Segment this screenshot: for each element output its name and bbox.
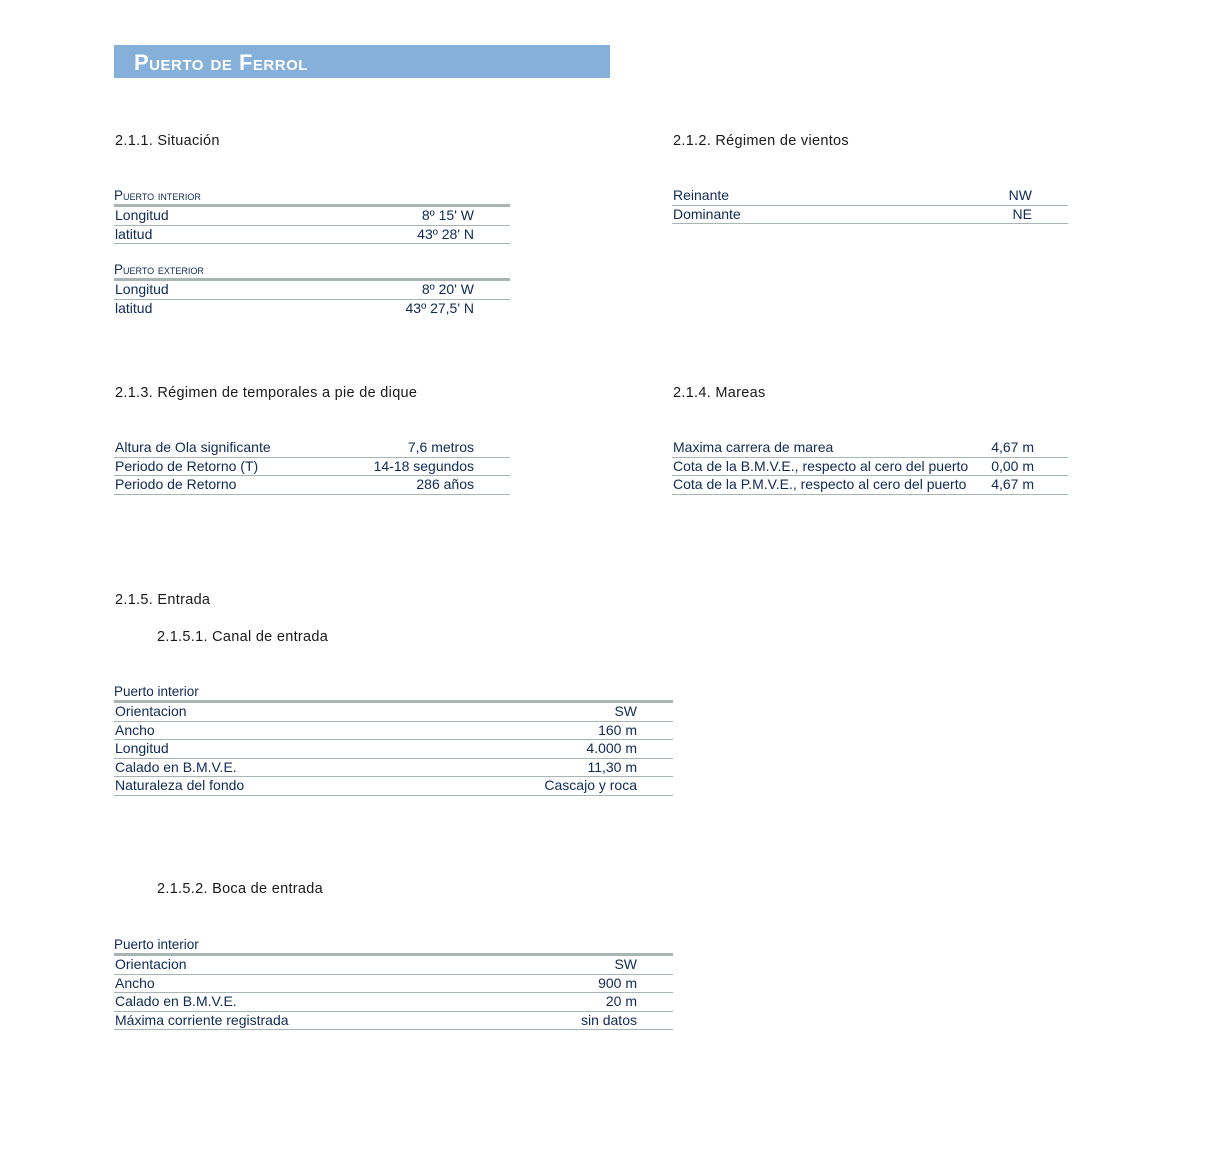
row-value: 4.000 m bbox=[586, 740, 637, 756]
section-heading-vientos: 2.1.2. Régimen de vientos bbox=[673, 133, 849, 149]
row-label: Maxima carrera de marea bbox=[673, 439, 834, 455]
row-label: Orientacion bbox=[115, 703, 187, 719]
row-label: Ancho bbox=[115, 974, 155, 991]
table-row bbox=[672, 476, 1068, 495]
table-row bbox=[114, 458, 510, 477]
row-value: Cascajo y roca bbox=[544, 777, 637, 793]
table-row bbox=[672, 187, 1068, 206]
row-value: 160 m bbox=[598, 721, 637, 738]
section-heading-mareas: 2.1.4. Mareas bbox=[673, 385, 766, 401]
boca-table bbox=[114, 937, 673, 1030]
table-row bbox=[114, 207, 510, 226]
row-value: 14-18 segundos bbox=[373, 457, 474, 474]
row-value: SW bbox=[614, 703, 637, 719]
row-label: Longitud bbox=[115, 740, 169, 756]
table-row bbox=[672, 458, 1068, 477]
row-label: Altura de Ola significante bbox=[115, 439, 271, 455]
row-value: 4,67 m bbox=[991, 476, 1034, 492]
row-value: NE bbox=[1012, 205, 1032, 222]
table-caption: Puerto interior bbox=[114, 937, 673, 956]
title-banner bbox=[114, 45, 610, 78]
row-label: Dominante bbox=[673, 205, 741, 222]
row-label: Longitud bbox=[115, 281, 169, 297]
row-label: Periodo de Retorno (T) bbox=[115, 457, 259, 474]
canal-table bbox=[114, 684, 673, 796]
row-label: Reinante bbox=[673, 187, 730, 203]
row-label: Ancho bbox=[115, 721, 155, 738]
table-row bbox=[672, 439, 1068, 458]
row-label: latitud bbox=[115, 225, 153, 242]
row-value: 4,67 m bbox=[991, 439, 1034, 455]
section-heading-entrada: 2.1.5. Entrada bbox=[115, 592, 211, 608]
row-value: 8º 20' W bbox=[421, 281, 474, 297]
subsection-heading-canal: 2.1.5.1. Canal de entrada bbox=[157, 629, 329, 645]
row-value: SW bbox=[614, 956, 637, 972]
situacion-exterior-table bbox=[114, 262, 510, 317]
row-value: 20 m bbox=[605, 993, 637, 1009]
table-row bbox=[114, 740, 673, 759]
row-label: Calado en B.M.V.E. bbox=[115, 993, 237, 1009]
table-row bbox=[114, 1012, 673, 1031]
table-row bbox=[114, 975, 673, 994]
table-row bbox=[114, 993, 673, 1012]
vientos-table bbox=[672, 187, 1068, 224]
table-caption: Puerto interior bbox=[114, 188, 510, 207]
row-label: Calado en B.M.V.E. bbox=[115, 758, 237, 775]
table-row bbox=[672, 206, 1068, 225]
table-row bbox=[114, 476, 510, 495]
table-row bbox=[114, 703, 673, 722]
mareas-table bbox=[672, 439, 1068, 495]
table-row bbox=[114, 281, 510, 300]
table-row bbox=[114, 226, 510, 245]
row-value: 900 m bbox=[598, 974, 637, 991]
table-row bbox=[114, 722, 673, 741]
table-row bbox=[114, 300, 510, 318]
section-heading-temporales: 2.1.3. Régimen de temporales a pie de dique bbox=[115, 385, 418, 401]
row-label: Máxima corriente registrada bbox=[115, 1011, 289, 1028]
table-caption: Puerto interior bbox=[114, 684, 673, 703]
table-row bbox=[114, 759, 673, 778]
table-row bbox=[114, 439, 510, 458]
row-label: Longitud bbox=[115, 207, 169, 223]
page-title: Puerto de Ferrol bbox=[134, 50, 308, 75]
row-label: latitud bbox=[115, 299, 153, 316]
table-row bbox=[114, 956, 673, 975]
row-label: Naturaleza del fondo bbox=[115, 777, 245, 793]
section-heading-situacion: 2.1.1. Situación bbox=[115, 133, 220, 149]
row-value: 8º 15' W bbox=[421, 207, 474, 223]
row-label: Cota de la B.M.V.E., respecto al cero del puerto bbox=[673, 457, 969, 474]
row-value: 11,30 m bbox=[587, 758, 637, 775]
table-row bbox=[114, 777, 673, 796]
row-value: 286 años bbox=[416, 476, 474, 492]
row-value: 7,6 metros bbox=[407, 439, 474, 455]
subsection-heading-boca: 2.1.5.2. Boca de entrada bbox=[157, 881, 324, 897]
row-value: 43º 27,5' N bbox=[405, 299, 474, 316]
row-label: Cota de la P.M.V.E., respecto al cero del puerto bbox=[673, 476, 967, 492]
situacion-interior-table bbox=[114, 188, 510, 244]
row-value: sin datos bbox=[580, 1011, 637, 1028]
row-value: 0,00 m bbox=[991, 457, 1034, 474]
table-caption: Puerto exterior bbox=[114, 262, 510, 281]
row-value: NW bbox=[1008, 187, 1032, 203]
temporales-table bbox=[114, 439, 510, 495]
row-label: Orientacion bbox=[115, 956, 187, 972]
row-label: Periodo de Retorno bbox=[115, 476, 237, 492]
row-value: 43º 28' N bbox=[417, 225, 474, 242]
